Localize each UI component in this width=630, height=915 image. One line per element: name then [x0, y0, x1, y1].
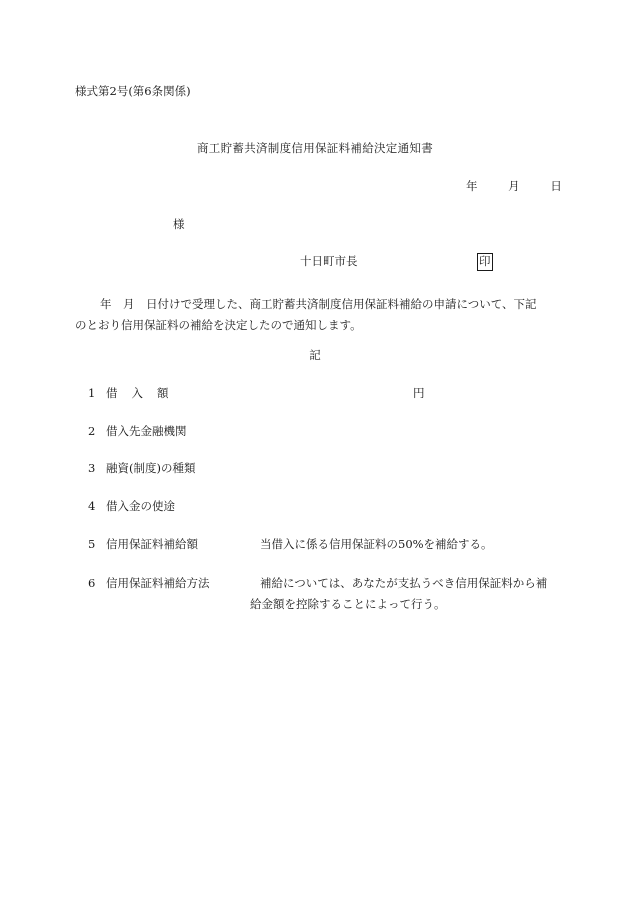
document-title: 商工貯蓄共済制度信用保証料補給決定通知書 [197, 141, 433, 155]
item-label-subsidy-method: 信用保証料補給方法 [106, 576, 210, 590]
item-label-loan-amount: 借入額 [106, 386, 183, 400]
yen-unit: 円 [413, 386, 425, 400]
date-month: 月 [508, 179, 520, 193]
body-text [75, 294, 555, 336]
item-number: 2 [88, 424, 96, 438]
item-label-subsidy-amount: 信用保証料補給額 [106, 537, 198, 551]
item-content-subsidy-method-line-2: 給金額を控除することによって行う。 [250, 597, 446, 611]
item-content-subsidy-amount: 当借入に係る信用保証料の50%を補給する。 [260, 537, 493, 551]
body-line-2: のとおり信用保証料の補給を決定したので通知します。 [75, 318, 362, 332]
date-line [466, 181, 562, 193]
item-label-loan-type: 融資(制度)の種類 [106, 461, 196, 475]
addressee-suffix: 様 [173, 217, 185, 231]
date-day: 日 [550, 179, 562, 193]
issuer-name: 十日町市長 [300, 254, 358, 268]
item-number: 6 [88, 576, 96, 590]
date-year: 年 [466, 179, 478, 193]
item-label-lender: 借入先金融機関 [106, 424, 187, 438]
ki-heading: 記 [309, 348, 321, 362]
item-content-subsidy-method-line-1: 補給については、あなたが支払うべき信用保証料から補 [260, 576, 548, 590]
body-line-1: 年 月 日付けで受理した、商工貯蓄共済制度信用保証料補給の申請について、下記 [100, 297, 537, 311]
item-number: 1 [88, 386, 96, 400]
item-label-loan-purpose: 借入金の使途 [106, 499, 175, 513]
item-number: 3 [88, 461, 96, 475]
form-number: 様式第2号(第6条関係) [75, 84, 191, 98]
item-number: 5 [88, 537, 96, 551]
item-number: 4 [88, 499, 96, 513]
seal-mark: 印 [477, 253, 493, 271]
